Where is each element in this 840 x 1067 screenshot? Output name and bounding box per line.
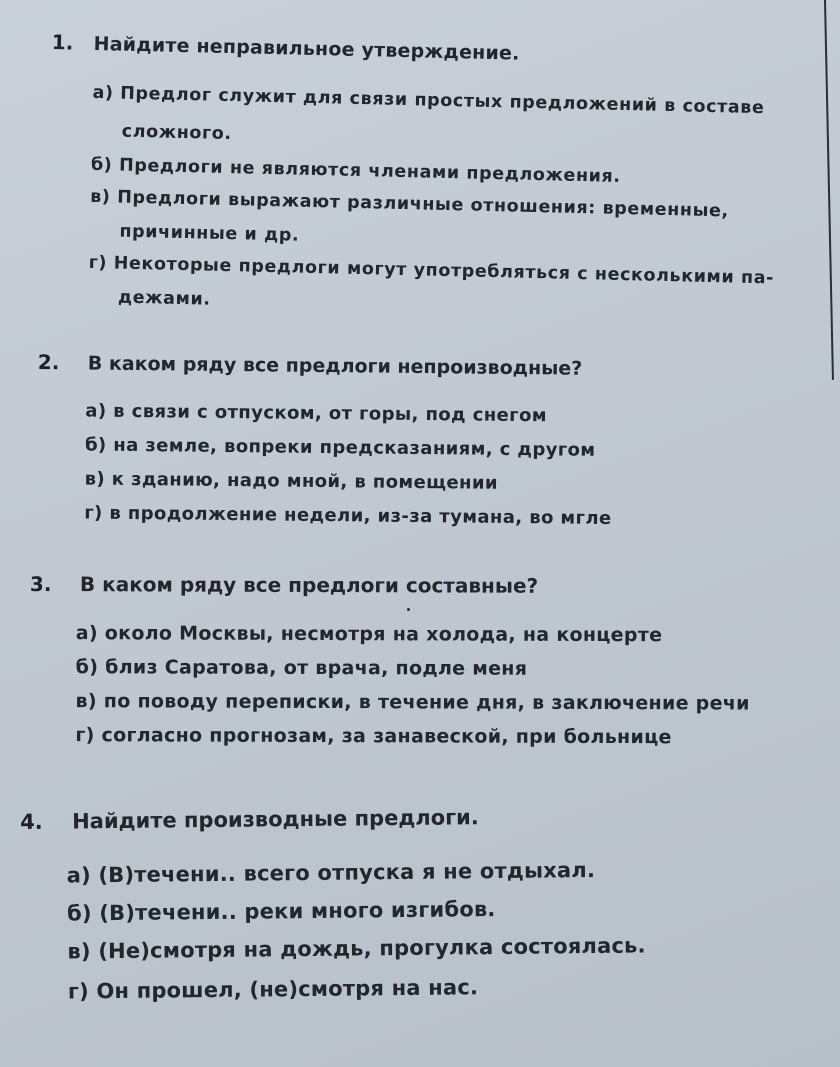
- option-text: по поводу переписки, в течение дня, в заключение речи: [103, 690, 750, 715]
- option-c-continuation: причинные и др.: [119, 221, 300, 246]
- option-letter: г): [88, 252, 108, 274]
- option-c: [90, 187, 729, 221]
- question-header: [30, 572, 538, 598]
- option-d: [84, 502, 612, 529]
- option-b: [91, 155, 621, 187]
- question-header: [51, 30, 519, 65]
- option-text: около Москвы, несмотря на холода, на концерте: [104, 622, 663, 647]
- option-letter: б): [84, 434, 107, 456]
- option-letter: а): [92, 82, 114, 104]
- question-3: [29, 572, 750, 749]
- option-text: в продолжение недели, из-за тумана, во мгле: [109, 502, 612, 530]
- option-letter: а): [75, 622, 98, 645]
- option-a-continuation: сложного.: [121, 121, 232, 145]
- question-prompt: В каком ряду все предлоги непроизводные?: [87, 352, 583, 380]
- option-text: Некоторые предлоги могут употребляться с несколькими па-: [113, 253, 775, 289]
- question-number: 4.: [20, 809, 43, 834]
- option-d-continuation: дежами.: [117, 287, 211, 310]
- question-prompt: Найдите неправильное утверждение.: [93, 32, 520, 65]
- option-letter: б): [90, 154, 113, 176]
- option-text: Предлог служит для связи простых предложений в составе: [120, 83, 765, 119]
- option-c: [67, 933, 646, 963]
- page-edge-line: [824, 0, 834, 380]
- option-letter: г): [75, 724, 95, 747]
- option-letter: в): [67, 939, 91, 964]
- option-letter: б): [75, 656, 99, 679]
- option-b: [67, 897, 496, 925]
- option-text: к зданию, надо мной, в помещении: [111, 468, 499, 494]
- option-text: близ Саратова, от врача, подле меня: [105, 656, 528, 680]
- option-d: [88, 253, 774, 289]
- option-b: [85, 434, 596, 460]
- question-number: 2.: [37, 350, 60, 375]
- option-text: на земле, вопреки предсказаниям, с другом: [113, 434, 596, 461]
- option-letter: в): [89, 186, 111, 208]
- option-a: [76, 622, 663, 646]
- option-text: Предлоги выражают различные отношения: временные,: [116, 187, 729, 222]
- option-letter: а): [85, 400, 107, 422]
- option-letter: б): [66, 901, 92, 926]
- question-header: [20, 805, 479, 834]
- question-number: 3.: [29, 572, 52, 597]
- option-text: согласно прогнозам, за занавеской, при больнице: [101, 724, 672, 749]
- option-a: [92, 83, 764, 118]
- print-speck: [407, 608, 410, 611]
- question-2: [37, 350, 612, 530]
- option-text: (В)течени.. всего отпуска я не отдыхал.: [98, 857, 596, 888]
- question-4: [20, 805, 646, 1004]
- option-b: [76, 656, 528, 680]
- option-letter: г): [84, 502, 103, 524]
- question-prompt: Найдите производные предлоги.: [71, 805, 479, 834]
- option-letter: в): [75, 690, 97, 713]
- question-number: 1.: [51, 30, 74, 55]
- option-letter: а): [66, 863, 91, 888]
- option-letter: г): [67, 979, 90, 1004]
- option-c: [76, 690, 750, 714]
- option-letter: в): [84, 468, 106, 490]
- option-text: Предлоги не являются членами предложения.: [118, 155, 621, 187]
- option-a: [85, 400, 547, 426]
- option-d: [68, 975, 478, 1003]
- question-prompt: В каком ряду все предлоги составные?: [79, 572, 539, 598]
- question-header: [38, 350, 583, 380]
- option-a: [67, 858, 596, 888]
- option-text: Он прошел, (не)смотря на нас.: [96, 975, 479, 1004]
- option-text: (В)течени.. реки много изгибов.: [99, 897, 496, 926]
- option-d: [75, 724, 671, 748]
- option-text: в связи с отпуском, от горы, под снегом: [113, 400, 548, 427]
- option-text: (Не)смотря на дождь, прогулка состоялась.: [98, 933, 646, 964]
- question-1: [51, 30, 775, 310]
- option-c: [85, 468, 499, 493]
